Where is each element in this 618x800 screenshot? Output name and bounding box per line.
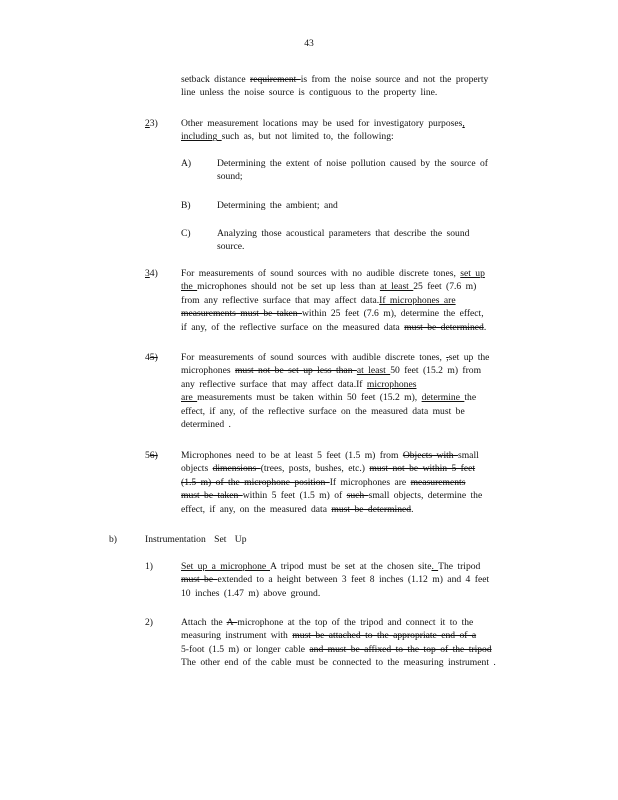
text-run: 4	[145, 352, 150, 363]
sub-b-label: B)	[181, 200, 191, 211]
text-line	[181, 449, 482, 462]
text-line	[181, 280, 486, 293]
deleted-text: must not be set up less than	[234, 365, 357, 377]
deleted-text: 5)	[149, 352, 158, 363]
item-23-number	[145, 117, 158, 130]
text-line	[181, 616, 496, 629]
text-run: 5-foot (1.5 m) or longer cable	[181, 643, 310, 655]
sub-a-text	[217, 157, 488, 184]
deleted-text: such	[346, 490, 369, 502]
text-run: .	[483, 321, 487, 333]
inserted-text: the	[181, 281, 198, 293]
text-run: microphones	[181, 365, 235, 377]
text-run: microphone at the top of the tripod and connect it to the	[237, 617, 474, 628]
text-run: small objects, determine the	[368, 490, 483, 502]
text-run: measuring instrument with	[181, 630, 293, 642]
deleted-text: requirement	[250, 74, 301, 85]
text-run: determined .	[181, 419, 231, 431]
text-run: Microphones need to be at least 5 feet (1.5 m) from	[181, 450, 403, 461]
b-item-1-text	[181, 560, 489, 600]
text-line	[181, 351, 489, 364]
text-line	[181, 321, 486, 334]
text-run: .	[411, 503, 414, 515]
text-run: Other measurement locations may be used for investigatory purposes	[181, 118, 463, 129]
text-run: is from the noise source and not the property	[300, 74, 489, 85]
deleted-text: must be determined	[404, 321, 484, 333]
text-run: Determining the extent of noise pollution caused by the source of	[217, 158, 488, 169]
text-run: from any reflective surface that may affect data.	[181, 294, 380, 306]
inserted-text: including	[181, 131, 222, 143]
text-line	[181, 405, 489, 418]
item-23-text	[181, 117, 465, 144]
inserted-text: at least	[356, 365, 391, 377]
deleted-text: and must be affixed to the top of the tripod	[309, 643, 492, 655]
deleted-text: measurements	[410, 476, 466, 488]
inserted-text: Set up a microphone	[181, 561, 270, 572]
text-run: 50 feet (15.2 m) from	[390, 365, 482, 377]
deleted-text: 6)	[149, 450, 158, 461]
inserted-text: If microphones are	[379, 294, 456, 306]
text-run: small	[457, 450, 479, 461]
text-run: The tripod	[438, 561, 481, 572]
text-line	[181, 117, 465, 130]
text-line	[217, 227, 469, 240]
text-run: Attach the	[181, 617, 227, 628]
page-number: 43	[304, 38, 314, 49]
inserted-text: 2	[145, 118, 150, 129]
intro-paragraph	[181, 73, 488, 100]
sub-c-text	[217, 227, 469, 254]
text-run: if any, of the reflective surface on the measured data	[181, 321, 405, 333]
sub-c-label: C)	[181, 228, 191, 239]
item-34-text	[181, 267, 486, 334]
sub-b-text	[217, 199, 338, 212]
deleted-text: must be determined	[331, 503, 412, 515]
text-run: sound;	[217, 171, 243, 183]
text-line	[217, 199, 338, 212]
text-line	[217, 170, 488, 183]
text-run: measurements must be taken within 50 feet (15.2 m),	[197, 392, 422, 404]
deleted-text: dimensions	[212, 463, 261, 475]
deleted-text: must be	[181, 574, 218, 586]
text-run: any reflective surface that may affect data.If	[181, 378, 367, 390]
text-run: extended to a height between 3 feet 8 inches (1.12 m) and 4 feet	[217, 574, 490, 586]
item-56-text	[181, 449, 482, 516]
text-run: (trees, posts, bushes, etc.)	[260, 463, 370, 475]
inserted-text: ,	[462, 118, 465, 129]
item-34-number	[145, 267, 158, 280]
text-run: 25 feet (7.6 m)	[413, 281, 477, 293]
text-run: within 25 feet (7.6 m), determine the effect,	[301, 308, 484, 320]
text-run: line unless the noise source is contiguous to the property line.	[181, 87, 438, 99]
text-run: such as, but not limited to, the following:	[221, 131, 394, 143]
deleted-text: must not be within 5 feet	[369, 463, 476, 475]
text-line	[181, 364, 489, 377]
text-line	[181, 418, 489, 431]
text-line	[181, 489, 482, 502]
b-item-2-number: 2)	[145, 617, 153, 628]
text-run: Analyzing those acoustical parameters that describe the sound	[217, 228, 470, 239]
text-run: 3)	[149, 118, 158, 129]
text-run: 4)	[149, 268, 158, 279]
inserted-text: determine	[421, 392, 465, 404]
text-line	[181, 462, 482, 475]
deleted-text: ,	[446, 352, 449, 363]
text-line	[181, 560, 489, 573]
inserted-text: 3	[145, 268, 150, 279]
text-run: effect, if any, of the reflective surface on the measured data must be	[181, 405, 465, 417]
sub-a-label: A)	[181, 158, 192, 169]
text-line	[181, 73, 488, 86]
text-line	[181, 573, 489, 586]
text-line	[181, 267, 486, 280]
deleted-text: (1.5 m) of the microphone position	[181, 476, 330, 488]
text-line	[181, 130, 465, 143]
text-line	[181, 378, 489, 391]
text-run: For measurements of sound sources with audible discrete tones,	[181, 352, 447, 363]
text-line	[181, 307, 486, 320]
text-line	[181, 629, 496, 642]
text-run: set up the	[448, 352, 490, 363]
b-item-1-number: 1)	[145, 561, 153, 572]
b-item-2-text	[181, 616, 496, 670]
deleted-text: A	[226, 617, 238, 628]
item-45-number	[145, 351, 158, 364]
section-b-label: b)	[109, 534, 117, 545]
text-line	[181, 587, 489, 600]
text-line	[181, 86, 488, 99]
text-line	[181, 503, 482, 516]
deleted-text: measurements must be taken	[181, 308, 302, 320]
inserted-text: microphones	[366, 378, 417, 390]
deleted-text: Objects with	[402, 450, 458, 461]
inserted-text: at least	[379, 281, 414, 293]
inserted-text: .	[431, 561, 439, 572]
text-line	[181, 476, 482, 489]
text-run: setback distance	[181, 74, 250, 85]
inserted-text: set up	[460, 268, 485, 279]
text-run: the	[464, 392, 477, 404]
text-run: within 5 feet (1.5 m) of	[242, 490, 347, 502]
text-run: 10 inches (1.47 m) above ground.	[181, 587, 321, 599]
text-run: A tripod must be set at the chosen site	[270, 561, 432, 572]
text-run: Determining the ambient; and	[217, 200, 338, 211]
text-run: 5	[145, 450, 150, 461]
item-45-text	[181, 351, 489, 431]
text-run: objects	[181, 463, 213, 475]
deleted-text: must be attached to the appropriate end of a	[292, 630, 477, 642]
text-line	[181, 643, 496, 656]
inserted-text: are	[181, 392, 198, 404]
item-56-number	[145, 449, 158, 462]
section-b-title: Instrumentation Set Up	[145, 534, 247, 545]
text-run: If microphones are	[329, 476, 411, 488]
text-line	[181, 656, 496, 669]
text-line	[181, 391, 489, 404]
text-line	[181, 294, 486, 307]
text-run: The other end of the cable must be connected to the measuring instrument .	[181, 657, 496, 669]
text-run: For measurements of sound sources with no audible discrete tones,	[181, 268, 461, 279]
text-run: microphones should not be set up less than	[197, 281, 380, 293]
text-run: effect, if any, on the measured data	[181, 503, 332, 515]
text-run: source.	[217, 241, 245, 253]
text-line	[217, 157, 488, 170]
deleted-text: must be taken	[181, 490, 243, 502]
text-line	[217, 240, 469, 253]
